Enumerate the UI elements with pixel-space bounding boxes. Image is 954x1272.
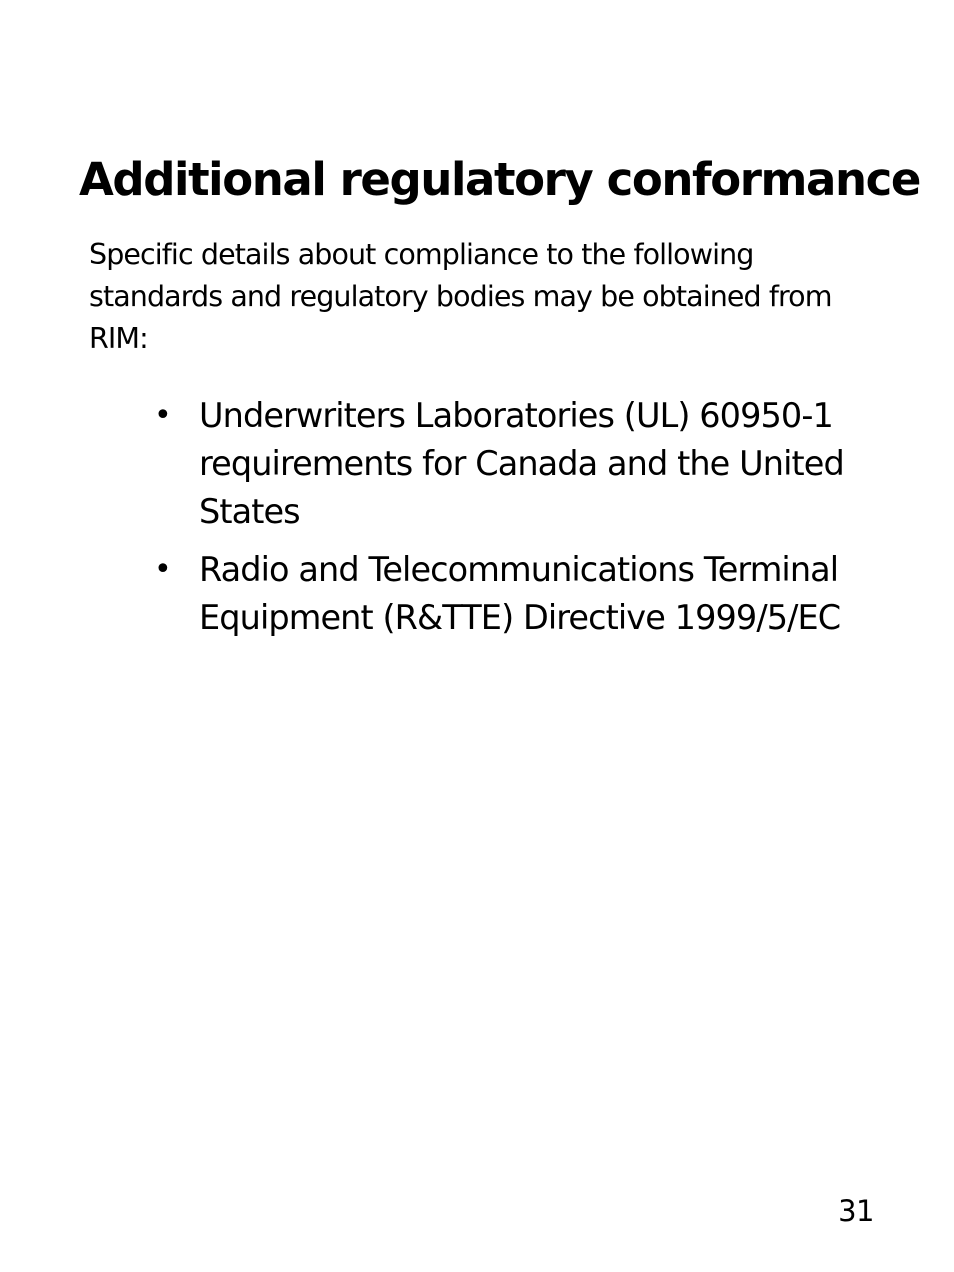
list-item	[150, 546, 850, 642]
list-item-text: Underwriters Laboratories (UL) 60950-1 requirements for Canada and the United States	[199, 396, 844, 531]
list-item	[150, 392, 850, 536]
bullet-icon: •	[154, 552, 172, 587]
intro-paragraph: Specific details about compliance to the following standards and regulatory bodies may be obtained from RIM:	[89, 238, 832, 355]
page-number: 31	[838, 1194, 874, 1228]
list-item-text: Radio and Telecommunications Terminal Equipment (R&TTE) Directive 1999/5/EC	[199, 550, 841, 637]
bullet-icon: •	[154, 398, 172, 433]
bullet-list	[150, 392, 850, 652]
page-title: Additional regulatory conformance	[79, 153, 920, 206]
